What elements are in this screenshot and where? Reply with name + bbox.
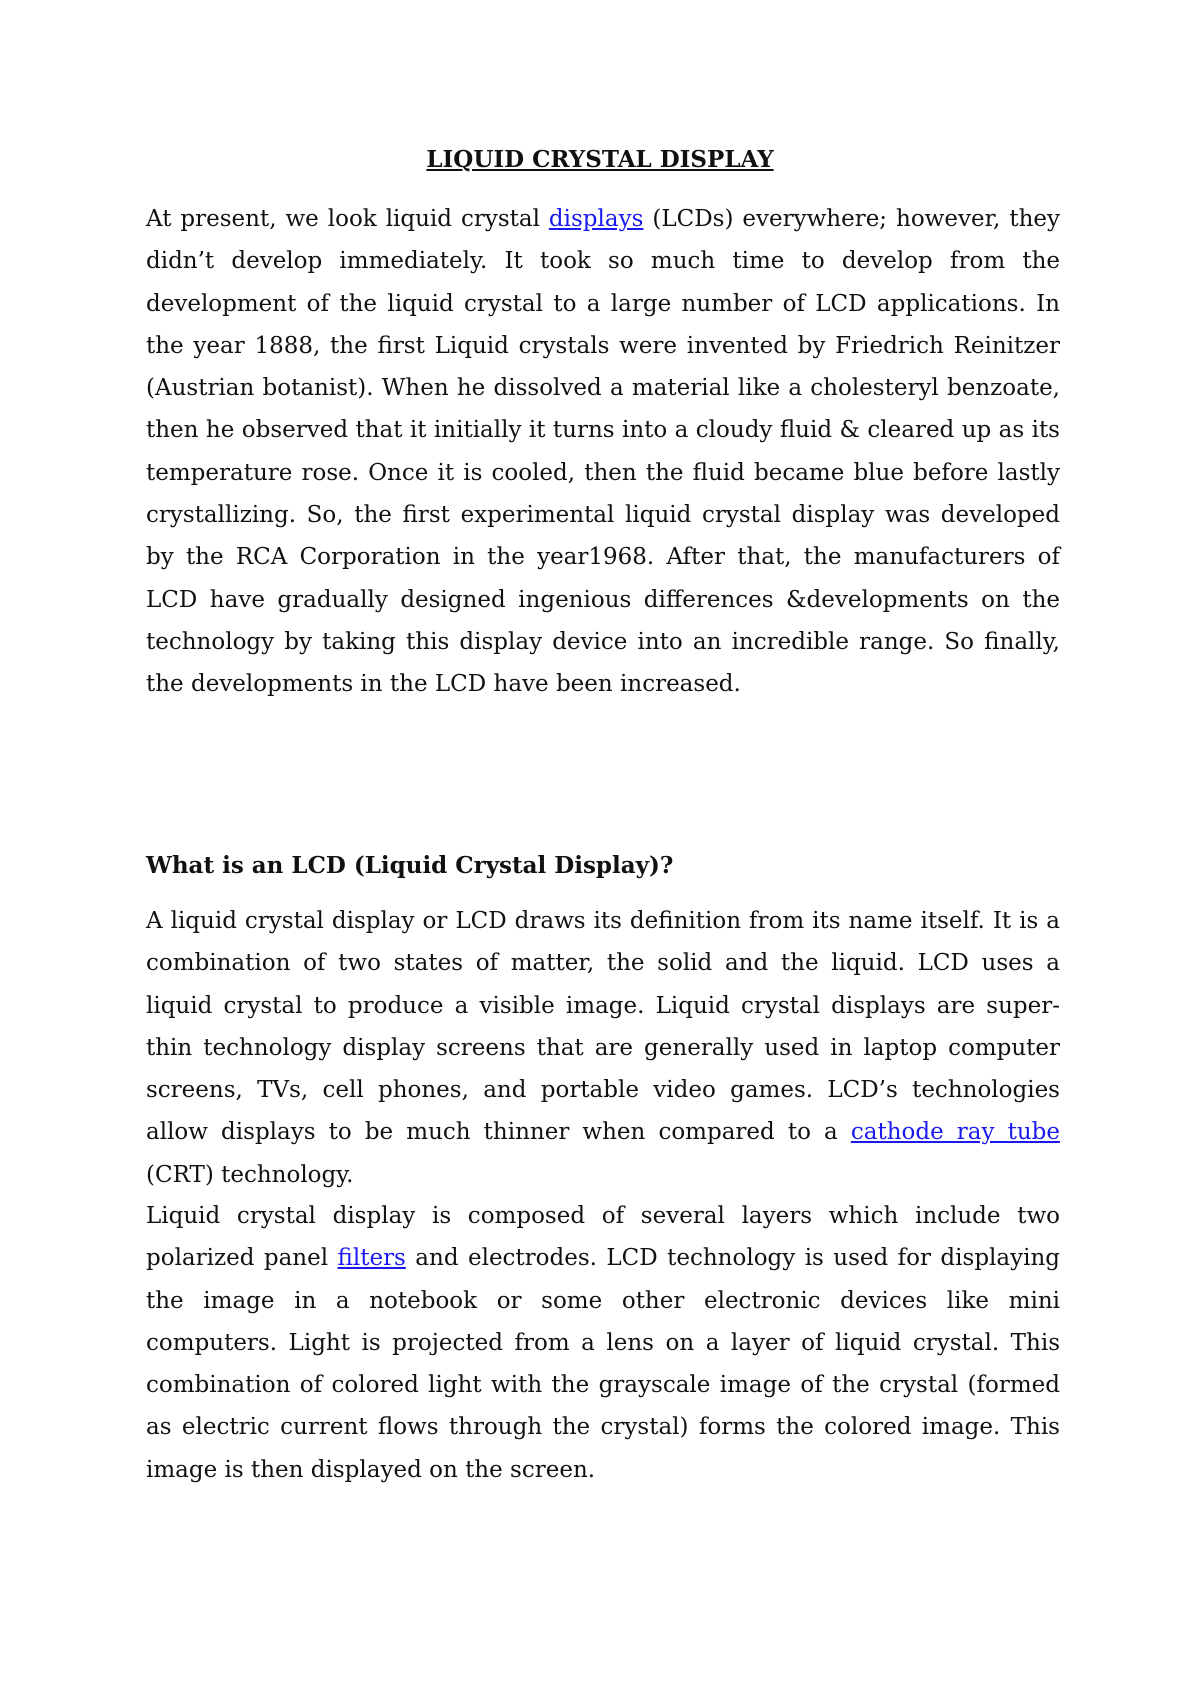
document-title: LIQUID CRYSTAL DISPLAY xyxy=(426,146,774,173)
intro-text-end: (LCDs) everywhere; however, they didn’t develop immediately. It took so much time to develop from the development of the liquid crystal to a large number of LCD applications. In the year 1888, the first Liquid crystals were invented by Friedrich Reinitzer (Austrian botanist). When he dissolved a material like a cholesteryl benzoate, then he observed that it initially it turns into a cloudy fluid & cleared up as its temperature rose. Once it is cooled, then the fluid became blue before lastly crystallizing. So, the first experimental liquid crystal display was developed by the RCA Corporation in the year1968. After that, the manufacturers of LCD have gradually designed ingenious differences &developments on the technology by taking this display device into an incredible range. So finally, the developments in the LCD have been increased. xyxy=(146,206,1060,698)
intro-text-start: At present, we look liquid crystal xyxy=(146,206,549,232)
layers-text-end: and electrodes. LCD technology is used for displaying the image in a notebook or some other electronic devices like mini computers. Light is projected from a lens on a layer of liquid crystal. This combination of colored light with the grayscale image of the crystal (formed as electric current flows through the crystal) forms the colored image. This image is then displayed on the screen. xyxy=(146,1245,1060,1483)
section-heading: What is an LCD (Liquid Crystal Display)? xyxy=(146,852,674,879)
layers-text-start: Liquid crystal display is composed of several layers which include two polarized panel xyxy=(146,1203,1060,1272)
definition-text-start: A liquid crystal display or LCD draws its definition from its name itself. It is a combination of two states of matter, the solid and the liquid. LCD uses a liquid crystal to produce a visible image. Liquid crystal displays are super-thin technology display screens that are generally used in laptop computer screens, TVs, cell phones, and portable video games. LCD’s technologies allow displays to be much thinner when compared to a xyxy=(146,908,1060,1146)
cathode-ray-tube-link[interactable]: cathode ray tube xyxy=(850,1119,1060,1146)
definition-text-end: (CRT) technology. xyxy=(146,1161,354,1188)
layers-paragraph xyxy=(146,1195,1060,1491)
intro-paragraph xyxy=(146,198,1060,706)
filters-link[interactable]: filters xyxy=(337,1245,406,1272)
displays-link[interactable]: displays xyxy=(548,206,644,232)
definition-paragraph xyxy=(146,900,1060,1196)
